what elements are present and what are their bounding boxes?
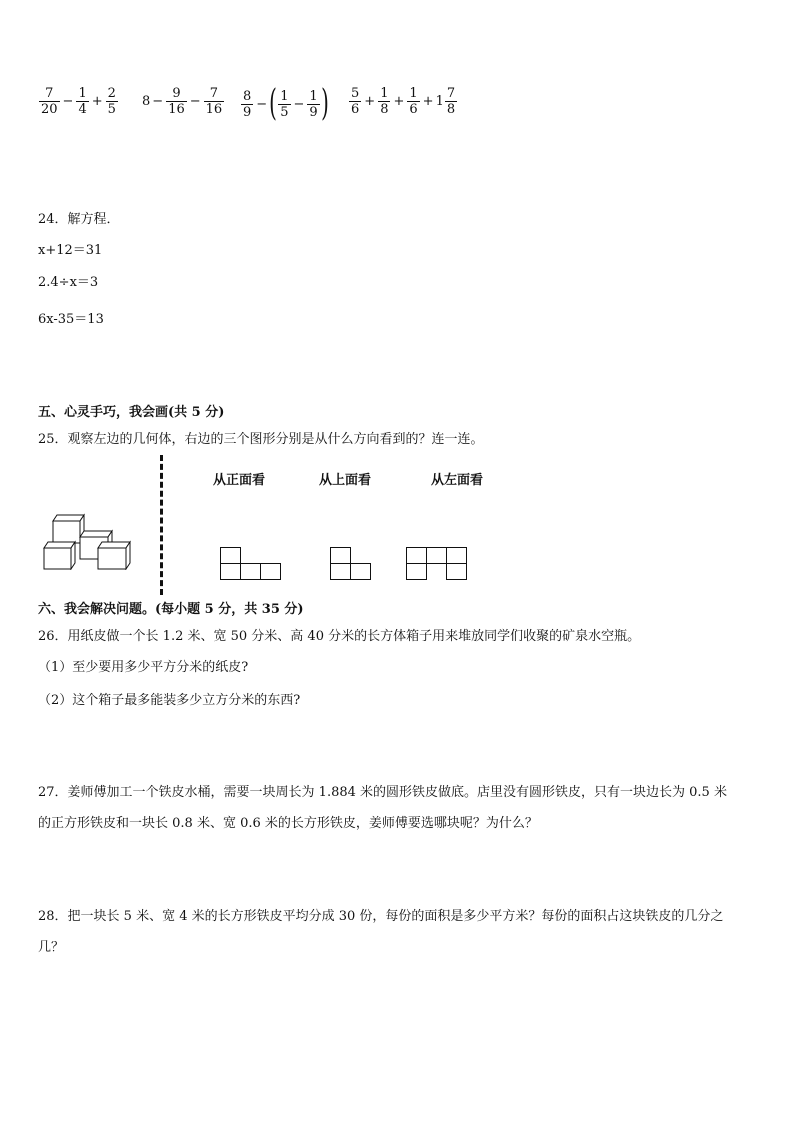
operator: − [256, 96, 268, 112]
question-26: 26．用纸皮做一个长 1.2 米、宽 50 分米、高 40 分米的长方体箱子用来堆放同学们收聚的矿泉水空瓶。 [38, 629, 641, 644]
section-5-heading: 五、心灵手巧，我会画(共 5 分) [38, 405, 225, 420]
fraction: $\frac{1}{4}$ [78, 86, 87, 117]
question-28-line-1: 28．把一块长 5 米、宽 4 米的长方形铁皮平均分成 30 份，每份的面积是多少平方米？每份的面积占这块铁皮的几分之 [38, 909, 724, 924]
fraction: $\frac{7}{8}$ [446, 86, 456, 117]
question-26-part-2: （2）这个箱子最多能装多少立方分米的东西? [38, 693, 301, 708]
fraction: $\frac{7}{16}$ [205, 86, 223, 117]
operator: − [152, 94, 164, 109]
operator: − [293, 96, 305, 112]
equation-1: x+12＝31 [38, 243, 103, 258]
view-label-top: 从上面看 [319, 473, 372, 488]
equation-2: 2.4÷x＝3 [38, 275, 99, 290]
question-28-line-2: 几？ [38, 940, 65, 955]
expression-3 [240, 83, 329, 124]
operator: − [62, 94, 74, 109]
right-paren: ) [320, 83, 329, 124]
view-label-front: 从正面看 [213, 473, 266, 488]
question-27-line-2: 的正方形铁皮和一块长 0.8 米、宽 0.6 米的长方形铁皮，姜师傅要选哪块呢？为什么？ [38, 816, 538, 831]
dashed-divider [160, 455, 163, 595]
whole-number: 1 [435, 94, 444, 109]
view-figure-2 [330, 547, 380, 587]
fraction: $\frac{5}{6}$ [351, 86, 360, 117]
fraction: $\frac{8}{9}$ [243, 88, 252, 120]
operator: + [393, 94, 405, 109]
expression-4 [348, 86, 458, 117]
expression-2 [142, 86, 225, 117]
view-figure-1 [220, 547, 290, 587]
operator: − [189, 94, 201, 109]
section-6-heading: 六、我会解决问题。(每小题 5 分，共 35 分) [38, 602, 304, 617]
expression-1 [38, 86, 119, 117]
question-25: 25．观察左边的几何体，右边的三个图形分别是从什么方向看到的？连一连。 [38, 432, 484, 447]
fraction: $\frac{9}{16}$ [168, 86, 185, 117]
operator: + [422, 94, 434, 109]
question-24-title: 24．解方程． [38, 212, 120, 227]
fraction: $\frac{1}{8}$ [380, 86, 389, 117]
fraction: $\frac{1}{9}$ [309, 88, 318, 120]
whole-number: 8 [142, 94, 151, 109]
view-label-left: 从左面看 [431, 473, 484, 488]
left-paren: ( [269, 83, 278, 124]
operator: + [364, 94, 376, 109]
question-27-line-1: 27．姜师傅加工一个铁皮水桶，需要一块周长为 1.884 米的圆形铁皮做底。店里没有圆形铁皮，只有一块边长为 0.5 米 [38, 785, 727, 800]
fraction: $\frac{7}{20}$ [41, 86, 58, 117]
fraction: $\frac{1}{6}$ [409, 86, 418, 117]
operator: + [91, 94, 103, 109]
equation-3: 6x-35＝13 [38, 312, 104, 327]
cube-solid-figure [40, 508, 140, 570]
question-26-part-1: （1）至少要用多少平方分米的纸皮? [38, 660, 249, 675]
view-figure-3 [406, 547, 476, 587]
fraction: $\frac{2}{5}$ [107, 86, 116, 117]
fraction: $\frac{1}{5}$ [280, 88, 289, 120]
